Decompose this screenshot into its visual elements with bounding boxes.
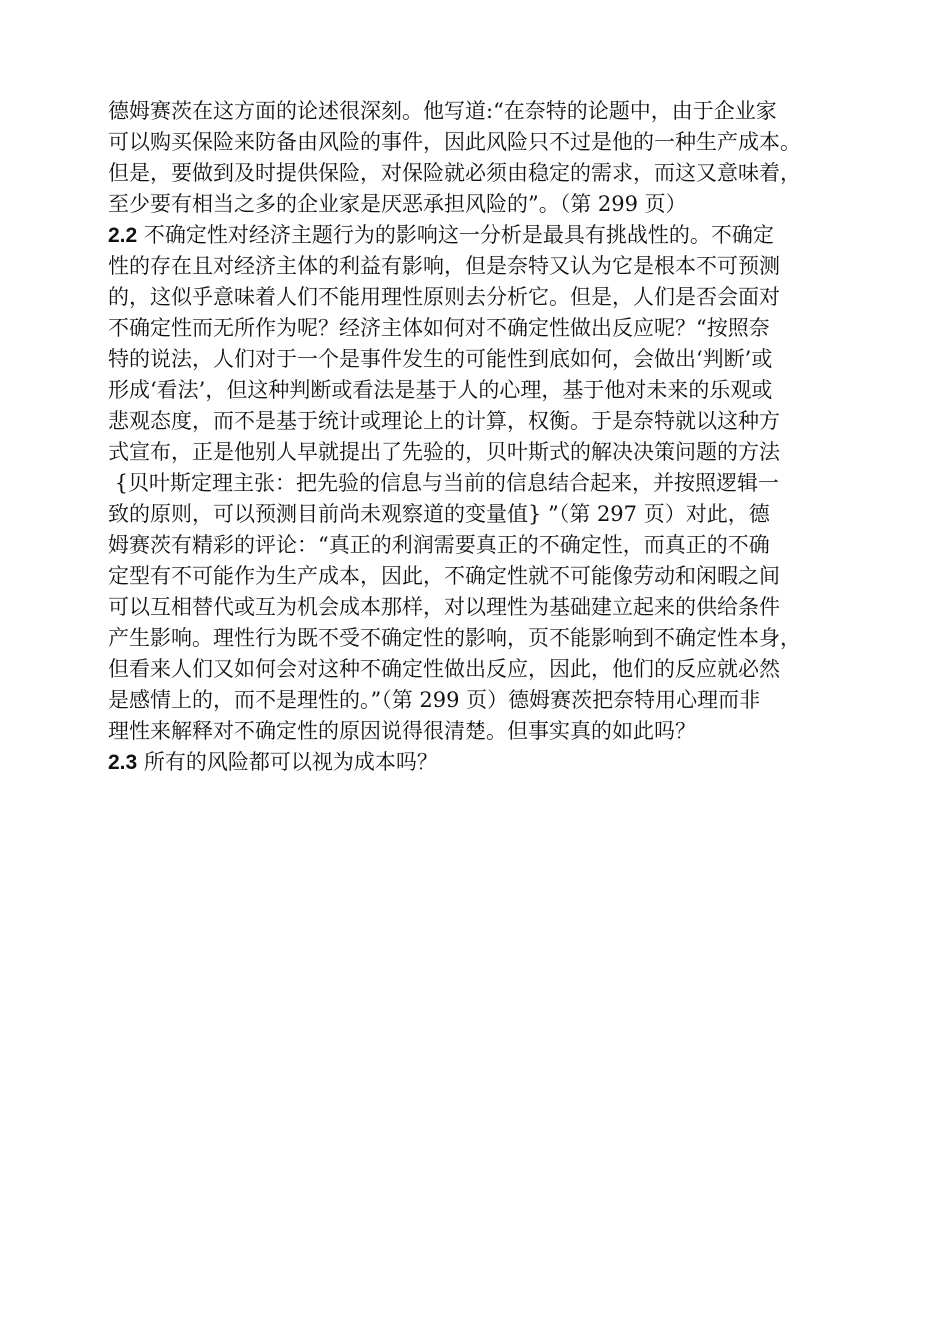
text-line: {贝叶斯定理主张：把先验的信息与当前的信息结合起来，并按照逻辑一	[108, 471, 780, 495]
text-line: 性的存在且对经济主体的利益有影响，但是奈特又认为它是根本不可预测	[108, 254, 780, 278]
text-span: 不确定性对经济主题行为的影响这一分析是最具有挑战性的。不确定	[137, 223, 774, 247]
text-line: 但看来人们又如何会对这种不确定性做出反应，因此，他们的反应就必然	[108, 657, 780, 681]
text-line: 至少要有相当之多的企业家是厌恶承担风险的”。（第 299 页）	[108, 192, 687, 216]
text-line: 产生影响。理性行为既不受不确定性的影响，页不能影响到不确定性本身，	[108, 626, 801, 650]
text-line: 可以互相替代或互为机会成本那样，对以理性为基础建立起来的供给条件	[108, 595, 780, 619]
text-line: 形成‘看法’，但这种判断或看法是基于人的心理，基于他对未来的乐观或	[108, 378, 773, 402]
text-line: 理性来解释对不确定性的原因说得很清楚。但事实真的如此吗？	[108, 719, 696, 743]
text-line: 德姆赛茨在这方面的论述很深刻。他写道:“在奈特的论题中，由于企业家	[108, 99, 777, 123]
text-line: 可以购买保险来防备由风险的事件，因此风险只不过是他的一种生产成本。	[108, 130, 801, 154]
text-line: 不确定性而无所作为呢？经济主体如何对不确定性做出反应呢？“按照奈	[108, 316, 770, 340]
section-2-3-heading	[108, 747, 868, 778]
section-2-2-first-line	[108, 220, 868, 251]
text-line: 定型有不可能作为生产成本，因此，不确定性就不可能像劳动和闲暇之间	[108, 564, 780, 588]
text-line: 姆赛茨有精彩的评论：“真正的利润需要真正的不确定性，而真正的不确	[108, 533, 770, 557]
text-line: 是感情上的，而不是理性的。”（第 299 页）德姆赛茨把奈特用心理而非	[108, 688, 761, 712]
text-span: 所有的风险都可以视为成本吗？	[137, 750, 438, 774]
text-line: 式宣布，正是他别人早就提出了先验的，贝叶斯式的解决决策问题的方法	[108, 440, 780, 464]
section-number: 2.3	[108, 751, 138, 774]
body-text	[108, 96, 868, 778]
text-line: 但是，要做到及时提供保险，对保险就必须由稳定的需求，而这又意味着，	[108, 161, 801, 185]
text-line: 特的说法，人们对于一个是事件发生的可能性到底如何，会做出‘判断’或	[108, 347, 773, 371]
text-line: 的，这似乎意味着人们不能用理性原则去分析它。但是，人们是否会面对	[108, 285, 780, 309]
text-line: 致的原则，可以预测目前尚未观察道的变量值} ”（第 297 页）对此，德	[108, 502, 770, 526]
section-number: 2.2	[108, 224, 138, 247]
text-line: 悲观态度，而不是基于统计或理论上的计算，权衡。于是奈特就以这种方	[108, 409, 780, 433]
